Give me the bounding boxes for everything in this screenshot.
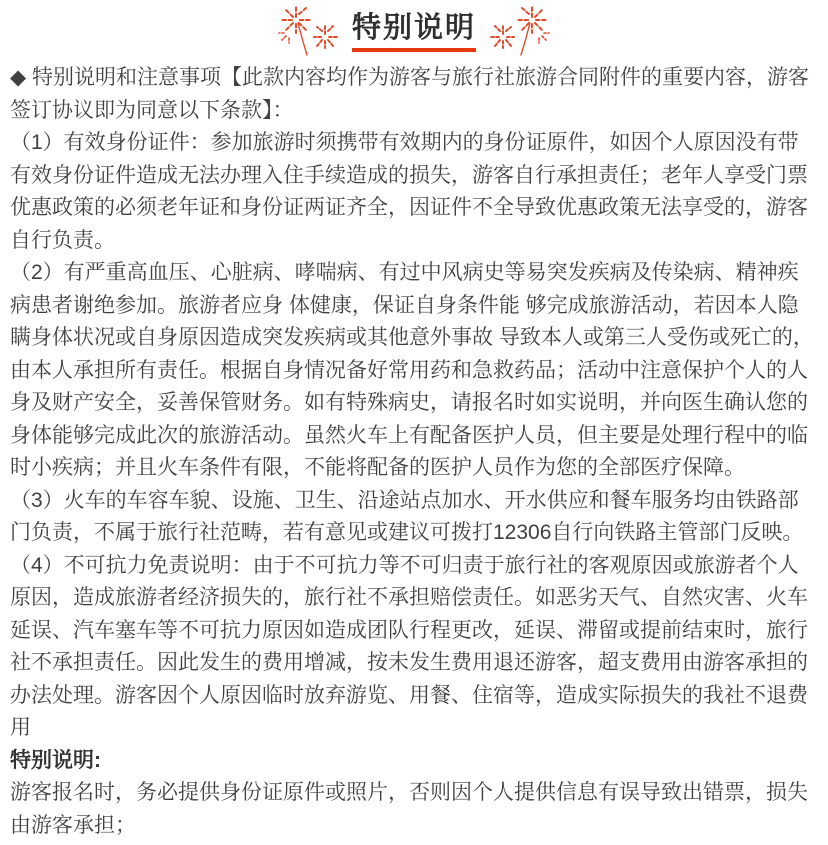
document-body <box>0 56 828 842</box>
fireworks-icon <box>488 6 550 56</box>
note-heading: 特别说明: <box>10 748 101 772</box>
page-header <box>0 0 828 56</box>
clause-paragraph-4: （4）不可抗力免责说明：由于不可抗力等不可归责于旅行社的客观原因或旅游者个人原因，造成旅游者经济损失的，旅行社不承担赔偿责任。如恶劣天气、自然灾害、火车延误、汽车塞车等不可抗力原因如造成团队行程更改，延误、滞留或提前结束时，旅行社不承担责任。因此发生的费用增减，按未发生费用退还游客，超支费用由游客承担的办法处理。游客因个人原因临时放弃游览、用餐、住宿等，造成实际损失的我社不退费用 <box>10 553 808 739</box>
fireworks-icon <box>278 6 340 56</box>
clause-paragraph-2: （2）有严重高血压、心脏病、哮喘病、有过中风病史等易突发疾病及传染病、精神疾病患者谢绝参加。旅游者应身 体健康，保证自身条件能 够完成旅游活动，若因本人隐瞒身体状况或自身原因造成突发疾病或其他意外事故 导致本人或第三人受伤或死亡的，由本人承担所有责任。根据自身情况备好常用药和急救药品；活动中注意保护个人的人身及财产安全，妥善保管财务。如有特殊病史，请报名时如实说明，并向医生确认您的身体能够完成此次的旅游活动。虽然火车上有配备医护人员，但主要是处理行程中的临时小疾病；并且火车条件有限，不能将配备的医护人员作为您的全部医疗保障。 <box>10 261 814 479</box>
clause-paragraph-1: （1）有效身份证件：参加旅游时须携带有效期内的身份证原件，如因个人原因没有带有效身份证件造成无法办理入住手续造成的损失，游客自行承担责任；老年人享受门票优惠政策的必须老年证和身份证两证齐全，因证件不全导致优惠政策无法享受的，游客自行负责。 <box>10 131 808 252</box>
page-title: 特别说明 <box>352 14 476 52</box>
note-paragraph: 游客报名时，务必提供身份证原件或照片，否则因个人提供信息有误导致出错票，损失由游客承担； <box>10 781 808 837</box>
intro-paragraph: ◆ 特别说明和注意事项【此款内容均作为游客与旅行社旅游合同附件的重要内容，游客签订协议即为同意以下条款】： <box>10 66 809 122</box>
page-title-wrap <box>352 10 476 52</box>
clause-paragraph-3: （3）火车的车容车貌、设施、卫生、沿途站点加水、开水供应和餐车服务均由铁路部门负责，不属于旅行社范畴，若有意见或建议可拨打12306自行向铁路主管部门反映。 <box>10 488 804 544</box>
